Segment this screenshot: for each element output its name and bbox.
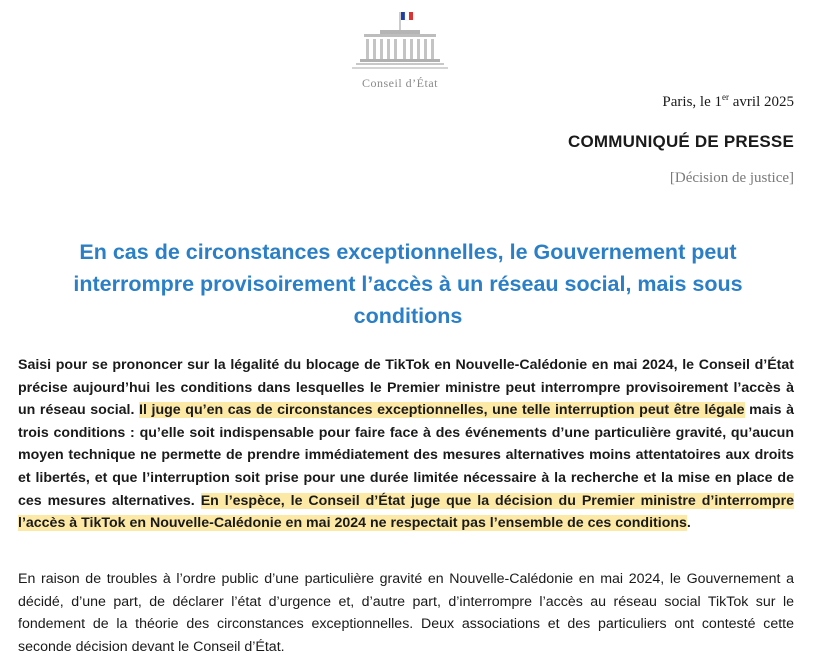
date-suffix: avril 2025 <box>729 94 794 110</box>
summary-paragraph <box>18 354 794 535</box>
publication-date <box>662 92 794 111</box>
category-label: [Décision de justice] <box>669 170 794 186</box>
summary-part-2: mais à trois conditions : qu’elle soit indispensable pour faire face à des événements d’une particulière gravité, qu’aucun moyen technique ne permette de prendre immédiatement des mesures alternatives moins attentatoires aux droits et libertés, et que l’interruption soit prise pour une durée limitée nécessaire à la recherche et la mise en place de ces mesures alternatives. <box>18 402 794 509</box>
body-paragraph: En raison de troubles à l’ordre public d’une particulière gravité en Nouvelle-Calédonie en mai 2024, le Gouvernement a décidé, d’une part, de déclarer l’état d’urgence et, d’autre part, d’interrompre l’accès au réseau social TikTok sur le fondement de la théorie des circonstances exceptionnelles. Deux associations et des particuliers ont contesté cette seconde décision devant le Conseil d’État. <box>18 571 794 655</box>
press-release-label: COMMUNIQUÉ DE PRESSE <box>568 132 794 151</box>
logo-text: Conseil d’État <box>362 76 438 90</box>
summary-part-3: . <box>686 515 691 532</box>
conseil-detat-logo <box>340 6 460 90</box>
summary-part-1: Saisi pour se prononcer sur la légalité du blocage de TikTok en Nouvelle-Calédonie en mai 2024, le Conseil d’État précise aujourd’hui les conditions dans lesquelles le Premier ministre peut interrompre provisoirement l’accès à un réseau social. <box>18 357 794 419</box>
date-superscript: er <box>722 92 729 102</box>
headline: En cas de circonstances exceptionnelles, le Gouvernement peut interrompre provisoirement l’accès à un réseau social, mais sous conditions <box>73 240 743 328</box>
summary-highlight-1: Il juge qu’en cas de circonstances exceptionnelles, une telle interruption peut être légale <box>139 402 745 419</box>
palais-royal-icon <box>340 6 460 76</box>
date-prefix: Paris, le 1 <box>662 94 722 110</box>
summary-highlight-2: En l’espèce, le Conseil d’État juge que la décision du Premier ministre d’interrompre l’accès à TikTok en Nouvelle-Calédonie en mai 2024 ne respectait pas l’ensemble de ces conditions <box>18 492 794 532</box>
